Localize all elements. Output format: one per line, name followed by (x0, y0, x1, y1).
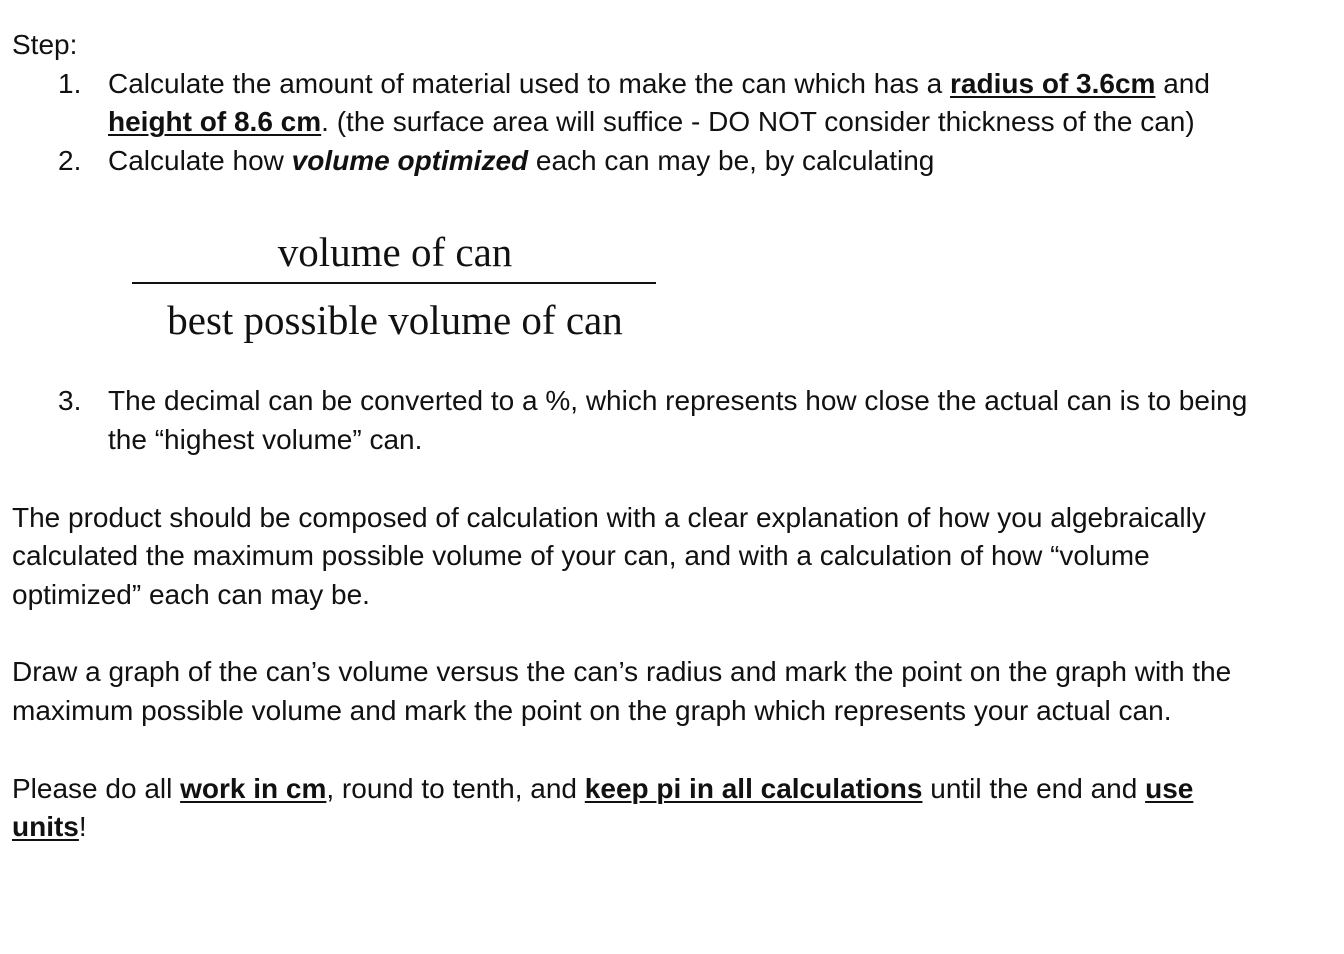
instructions-text-c: until the end and (922, 772, 1146, 804)
step-item-2 (12, 142, 1258, 181)
instructions-text-d: ! (78, 811, 87, 843)
step-number-1: 1. (58, 67, 82, 99)
step-1-text-b: and (1155, 67, 1210, 99)
step-item-3 (12, 382, 1288, 459)
work-in-cm-emphasis: work in cm (180, 772, 327, 804)
step-2-text-a: Calculate how (108, 144, 292, 176)
use-units-emphasis: use units (12, 772, 1194, 843)
instructions-paragraph (12, 770, 1242, 847)
graph-paragraph: Draw a graph of the can’s volume versus the can’s radius and mark the point on the graph with the maximum possible volume and mark the point on the graph which represents your actual can. (12, 656, 1232, 726)
spacer (12, 614, 1332, 653)
step-1-text-c: . (the surface area will suffice - DO NOT consider thickness of the can) (321, 106, 1195, 138)
step-item-1 (12, 65, 1258, 142)
document-page (12, 26, 1332, 847)
keep-pi-emphasis: keep pi in all calculations (584, 772, 923, 804)
steps-list-continued (12, 382, 1332, 459)
instructions-text-a: Please do all (12, 772, 181, 804)
height-emphasis: height of 8.6 cm (108, 106, 322, 138)
step-2-text-b: each can may be, by calculating (528, 144, 935, 176)
step-1-text-a: Calculate the amount of material used to make the can which has a (108, 67, 951, 99)
formula-denominator: best possible volume of can (167, 297, 623, 344)
spacer (12, 731, 1332, 770)
step-heading: Step: (12, 29, 78, 60)
volume-optimized-emphasis: volume optimized (291, 144, 529, 176)
spacer (12, 460, 1332, 499)
formula-numerator: volume of can (277, 229, 513, 276)
instructions-text-b: , round to tenth, and (326, 772, 585, 804)
volume-ratio-formula (130, 230, 660, 342)
step-number-3: 3. (58, 385, 82, 417)
step-3-text: The decimal can be converted to a %, which represents how close the actual can is to being the “highest volume” can. (108, 385, 1248, 455)
product-paragraph: The product should be composed of calculation with a clear explanation of how you algebraically calculated the maximum possible volume of your can, and with a calculation of how “volume optimized” each can may be. (12, 501, 1206, 610)
radius-emphasis: radius of 3.6cm (950, 67, 1156, 99)
step-number-2: 2. (58, 144, 82, 176)
steps-list (12, 65, 1332, 181)
